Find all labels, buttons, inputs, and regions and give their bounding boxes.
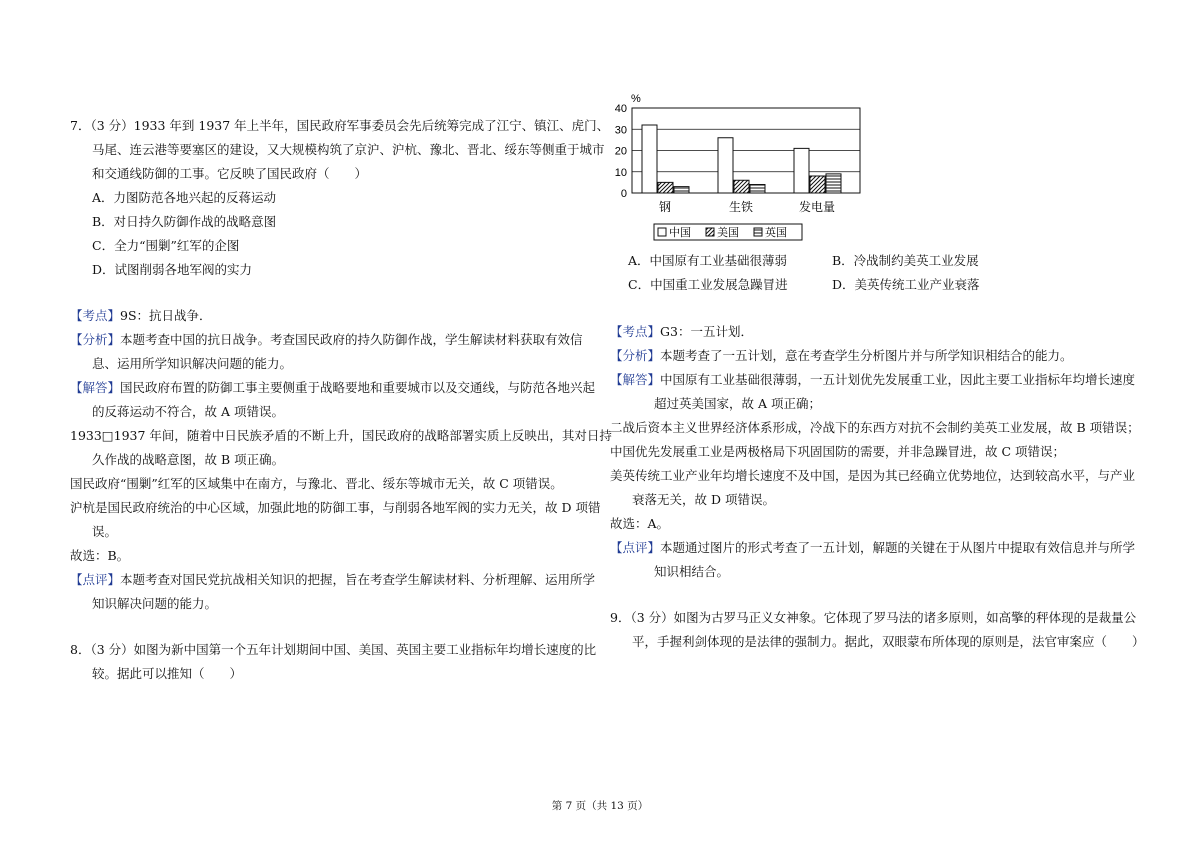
q7-jieda-line: 误。 (92, 524, 118, 539)
q7-dianping (70, 572, 595, 588)
dianping-text: 本题考查对国民党抗战相关知识的把握，旨在考查学生解读材料、分析理解、运用所学 (120, 572, 596, 587)
q7-jieda-line: 的反蒋运动不符合，故 A 项错误。 (92, 404, 284, 419)
kaodian-tag: 【考点】 (610, 324, 661, 339)
fenxi-text: 本题考查中国的抗日战争。考查国民政府的持久防御作战，学生解读材料获取有效信 (120, 332, 583, 347)
bar-horizontal (826, 174, 841, 193)
page-footer: 第 7 页（共 13 页） (551, 800, 649, 812)
q7-jieda-line: 久作战的战略意图，故 B 项正确。 (92, 452, 285, 467)
jieda-text: 中国原有工业基础很薄弱，一五计划优先发展重工业，因此主要工业指标年均增长速度 (660, 372, 1136, 387)
bar-horizontal (674, 187, 689, 193)
jieda-tag: 【解答】 (70, 380, 121, 395)
x-tick-label: 生铁 (728, 200, 754, 214)
kaodian-tag: 【考点】 (70, 308, 121, 323)
y-tick-label: 40 (614, 103, 627, 115)
q8-jieda-line: 二战后资本主义世界经济体系形成，冷战下的东西方对抗不会制约美英工业发展，故 B 项错误； (610, 420, 1140, 435)
legend-label: 美国 (717, 226, 739, 239)
y-tick-label: 20 (614, 145, 627, 158)
q8-option-b: B．冷战制约美英工业发展 (832, 253, 979, 268)
fenxi-tag: 【分析】 (70, 332, 121, 347)
q8-jieda-line: 中国优先发展重工业是两极格局下巩固国防的需要，并非急躁冒进，故 C 项错误； (610, 444, 1066, 459)
kaodian-text: 9S：抗日战争． (120, 308, 212, 323)
q7-stem-line: 7．（3 分）1933 年到 1937 年上半年，国民政府军事委员会先后统筹完成了江宁、镇江、虎门、 (70, 118, 610, 133)
y-axis-unit: % (631, 93, 641, 105)
legend-label: 中国 (669, 226, 691, 239)
fenxi-tag: 【分析】 (610, 348, 661, 363)
q8-fenxi (610, 348, 1073, 364)
legend (654, 224, 802, 240)
legend-swatch-horizontal (754, 228, 762, 236)
q7-fenxi-line: 息、运用所学知识解决问题的能力。 (92, 356, 293, 371)
q7-dianping-line: 知识解决问题的能力。 (92, 596, 218, 611)
y-tick-label: 10 (614, 166, 627, 179)
bar-diagonal (810, 176, 825, 193)
q8-answer: 故选：A。 (610, 516, 670, 531)
industry-growth-bar-chart (596, 88, 880, 248)
bar-horizontal (750, 185, 765, 194)
q7-option-a: A．力图防范各地兴起的反蒋运动 (92, 190, 277, 205)
q8-option-a: A．中国原有工业基础很薄弱 (628, 253, 788, 268)
q8-option-c: C．中国重工业发展急躁冒进 (628, 277, 788, 292)
y-tick-label: 30 (614, 124, 627, 137)
x-tick-label: 钢 (658, 200, 672, 214)
q8-jieda-line: 超过英美国家，故 A 项正确； (654, 396, 821, 411)
q9-stem-line: 平，手握利剑体现的是法律的强制力。据此，双眼蒙布所体现的原则是，法官审案应（ ） (632, 634, 1145, 649)
q7-option-b: B．对日持久防御作战的战略意图 (92, 214, 277, 229)
q7-jieda-line: 国民政府“围剿”红军的区域集中在南方，与豫北、晋北、绥东等城市无关，故 C 项错误。 (70, 476, 563, 491)
q8-stem-line: 8．（3 分）如图为新中国第一个五年计划期间中国、美国、英国主要工业指标年均增长速度的比 (70, 642, 597, 657)
bar-diagonal (734, 180, 749, 193)
legend-label: 英国 (765, 226, 787, 239)
q9-stem-line: 9．（3 分）如图为古罗马正义女神象。它体现了罗马法的诸多原则，如高擎的秤体现的是裁量公 (610, 610, 1137, 625)
q7-jieda-line: 沪杭是国民政府统治的中心区域，加强此地的防御工事，与削弱各地军阀的实力无关，故 D 项错 (70, 500, 601, 515)
q7-fenxi (70, 332, 583, 348)
q8-kaodian (610, 324, 753, 340)
q7-stem-line: 和交通线防御的工事。它反映了国民政府（ ） (92, 166, 368, 181)
fenxi-text: 本题考查了一五计划，意在考查学生分析图片并与所学知识相结合的能力。 (660, 348, 1073, 363)
bar-empty (642, 125, 657, 193)
q8-jieda-line: 衰落无关，故 D 项错误。 (632, 492, 775, 507)
dianping-text: 本题通过图片的形式考查了一五计划，解题的关键在于从图片中提取有效信息并与所学 (660, 540, 1136, 555)
q7-jieda (70, 380, 595, 396)
q8-jieda (610, 372, 1135, 388)
q7-option-c: C．全力“围剿”红军的企图 (92, 238, 240, 253)
q8-dianping-line: 知识相结合。 (654, 564, 730, 579)
q7-jieda-line: 1933□1937 年间，随着中日民族矛盾的不断上升，国民政府的战略部署实质上反映出，其对日持 (70, 428, 612, 443)
dianping-tag: 【点评】 (70, 572, 121, 587)
q7-option-d: D．试图削弱各地军阀的实力 (92, 262, 253, 277)
jieda-text: 国民政府布置的防御工事主要侧重于战略要地和重要城市以及交通线，与防范各地兴起 (120, 380, 596, 395)
kaodian-text: G3：一五计划． (660, 324, 753, 339)
legend-swatch-empty (658, 228, 666, 236)
q8-stem-line: 较。据此可以推知（ ） (92, 666, 243, 681)
dianping-tag: 【点评】 (610, 540, 661, 555)
bar-diagonal (658, 182, 673, 193)
q8-option-d: D．美英传统工业产业衰落 (832, 277, 980, 292)
q7-stem-line: 马尾、连云港等要塞区的建设，又大规模构筑了京沪、沪杭、豫北、晋北、绥东等侧重于城市 (92, 142, 605, 157)
q8-jieda-line: 美英传统工业产业年均增长速度不及中国，是因为其已经确立优势地位，达到较高水平，与产业 (610, 468, 1136, 483)
bar-empty (794, 148, 809, 193)
jieda-tag: 【解答】 (610, 372, 661, 387)
q7-answer: 故选：B。 (70, 548, 130, 563)
y-tick-label: 0 (620, 188, 627, 200)
bar-empty (718, 138, 733, 193)
legend-swatch-diagonal (706, 228, 714, 236)
x-tick-label: 发电量 (798, 200, 836, 214)
q7-kaodian (70, 308, 212, 324)
q8-dianping (610, 540, 1135, 556)
